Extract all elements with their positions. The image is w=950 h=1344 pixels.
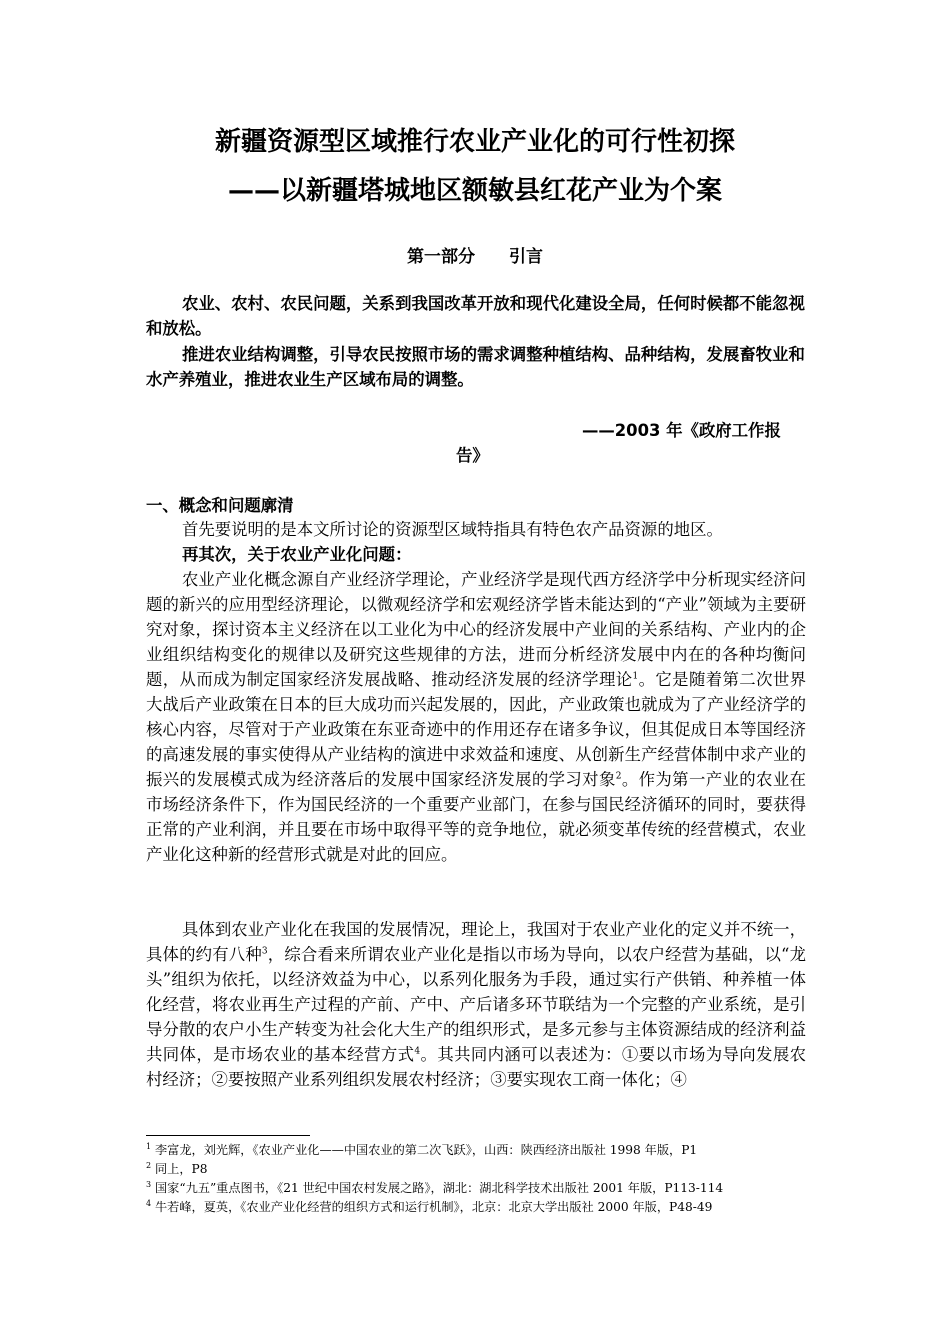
heading-concepts: 一、概念和问题廓清 [146, 496, 294, 515]
epigraph-source-line-1: ——2003 年《政府工作报 [582, 421, 781, 440]
footnote-item: $^4$ 牛若峰，夏英，《农业产业化经营的组织方式和运行机制》，北京：北京大学出版社 2000 年版，P48-49 [146, 1198, 713, 1214]
section-heading [0, 242, 950, 267]
epigraph-source-line-2: 告》 [456, 446, 489, 465]
p2-text-c: 。作为第一产业的农业在市场经济条件下，作为国民经济的一个重要产业部门，在参与国民经济循环的同时，要获得正常的产业利润，并且要在市场中取得平等的竞争地位，就必须变革传统的经营模式，农业产业化这种新的经营形式就是对此的回应。 [146, 770, 807, 864]
epigraph-paragraph-2: 推进农业结构调整，引导农民按照市场的需求调整种植结构、品种结构，发展畜牧业和水产养殖业，推进农业生产区域布局的调整。 [146, 345, 805, 389]
section-part-label: 第一部分 [407, 247, 475, 267]
footnote-ref-4[interactable]: 4 [414, 1046, 421, 1057]
footnote-divider [146, 1135, 310, 1136]
p2-text-a: 农业产业化概念源自产业经济学理论，产业经济学是现代西方经济学中分析现实经济问题的新兴的应用型经济理论，以微观经济学和宏观经济学皆未能达到的“产业”领域为主要研究对象，探讨资本主义经济在以工业化为中心的经济发展中产业间的关系结构、产业内的企业组织结构变化的规律以及研究这些规律的方法，进而分析经济发展中内在的各种均衡问题，从而成为制定国家经济发展战略、推动经济发展的经济学理论 [146, 570, 806, 689]
footnote-item: $^3$ 国家“九五”重点图书，《21 世纪中国农村发展之路》，湖北：湖北科学技术出版社 2001 年版，P113-114 [146, 1179, 724, 1195]
p3-text-b: ，综合看来所谓农业产业化是指以市场为导向，以农户经营为基础，以“龙头”组织为依托，以经济效益为中心，以系列化服务为手段，通过实行产供销、种养植一体化经营，将农业再生产过程的产前、产中、产后诸多环节联结为一个完整的产业系统，是引导分散的农户小生产转变为社会化大生产的组织形式，是多元参与主体资源结成的经济利益共同体，是市场农业的基本经营方式 [146, 945, 806, 1064]
footnote-ref-3[interactable]: 3 [261, 946, 268, 957]
body-paragraph-2 [146, 567, 806, 867]
footnotes [146, 1141, 806, 1217]
section-name-label: 引言 [509, 247, 543, 267]
epigraph-paragraph-1: 农业、农村、农民问题，关系到我国改革开放和现代化建设全局，任何时候都不能忽视和放松。 [146, 294, 805, 338]
document-title: 新疆资源型区域推行农业产业化的可行性初探 [214, 127, 735, 157]
body-paragraph-3 [146, 917, 806, 1092]
body-paragraph-1: 再其次，关于农业产业化问题： [182, 545, 412, 564]
footnote-ref-1[interactable]: 1 [632, 671, 639, 682]
p3-text-c: 。其共同内涵可以表述为：①要以市场为导向发展农村经济；②要按照产业系列组织发展农村经济；③要实现农工商一体化；④ [146, 1045, 807, 1089]
footnote-item: $^1$ 李富龙，刘光辉，《农业产业化——中国农业的第二次飞跃》，山西：陕西经济出版社 1998 年版，P1 [146, 1141, 698, 1157]
body-paragraph-0: 首先要说明的是本文所讨论的资源型区域特指具有特色农产品资源的地区。 [182, 520, 723, 539]
document-subtitle: ——以新疆塔城地区额敏县红花产业为个案 [227, 176, 722, 206]
footnote-item: $^2$ 同上，P8 [146, 1160, 208, 1176]
p3-text-a: 具体到农业产业化在我国的发展情况，理论上，我国对于农业产业化的定义并不统一，具体的约有八种 [146, 920, 806, 964]
footnote-ref-2[interactable]: 2 [615, 771, 622, 782]
p2-text-b: 。它是随着第二次世界大战后产业政策在日本的巨大成功而兴起发展的，因此，产业政策也就成为了产业经济学的核心内容，尽管对于产业政策在东亚奇迹中的作用还存在诸多争议，但其促成日本等国经济的高速发展的事实使得从产业结构的演进中求效益和速度、从创新生产经营体制中求产业的振兴的发展模式成为经济落后的发展中国家经济发展的学习对象 [146, 670, 807, 789]
